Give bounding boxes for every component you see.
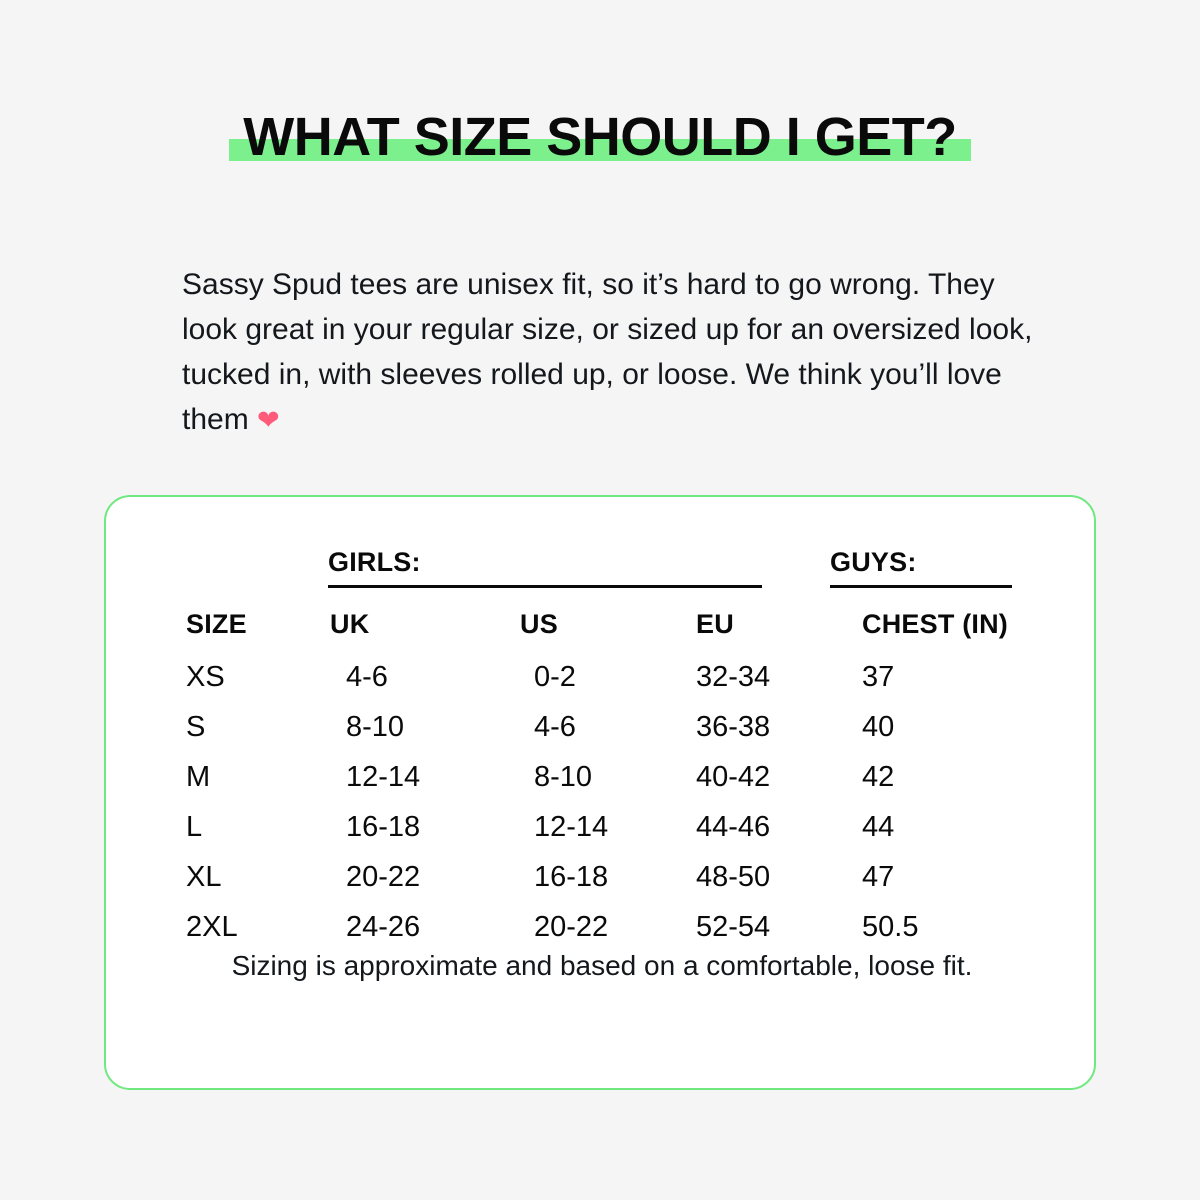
cell-us: 20-22 bbox=[534, 911, 609, 943]
column-header-chest: CHEST (IN) bbox=[862, 609, 1008, 639]
cell-chest: 47 bbox=[862, 861, 895, 893]
cell-eu: 48-50 bbox=[696, 861, 771, 893]
cell-chest: 40 bbox=[862, 711, 895, 743]
size-chart-card bbox=[104, 495, 1096, 1090]
group-rule-girls bbox=[328, 585, 762, 588]
cell-uk: 12-14 bbox=[346, 761, 421, 793]
cell-eu: 32-34 bbox=[696, 661, 771, 693]
column-header-eu: EU bbox=[696, 609, 734, 639]
cell-size: 2XL bbox=[186, 911, 238, 943]
table-row bbox=[186, 802, 1062, 852]
cell-us: 12-14 bbox=[534, 811, 609, 843]
group-label-guys: GUYS: bbox=[830, 547, 917, 577]
cell-chest: 37 bbox=[862, 661, 895, 693]
page-title bbox=[0, 108, 1200, 167]
intro-paragraph bbox=[182, 262, 1042, 443]
page-title-inner bbox=[229, 108, 970, 167]
cell-uk: 4-6 bbox=[346, 661, 388, 693]
cell-chest: 50.5 bbox=[862, 911, 919, 943]
cell-size: M bbox=[186, 761, 211, 793]
heart-icon: ❤ bbox=[257, 405, 280, 435]
intro-text: Sassy Spud tees are unisex fit, so it’s hard to go wrong. They look great in your regular size, or sized up for an oversized look, tucked in, with sleeves rolled up, or loose. We think you’ll love them bbox=[182, 268, 1033, 436]
column-header-size: SIZE bbox=[186, 609, 247, 639]
cell-size: XL bbox=[186, 861, 222, 893]
cell-uk: 8-10 bbox=[346, 711, 405, 743]
size-table bbox=[186, 609, 1062, 952]
sizing-note: Sizing is approximate and based on a comfortable, loose fit. bbox=[231, 950, 973, 981]
table-row bbox=[186, 852, 1062, 902]
cell-eu: 44-46 bbox=[696, 811, 771, 843]
cell-chest: 44 bbox=[862, 811, 895, 843]
cell-uk: 20-22 bbox=[346, 861, 421, 893]
table-row bbox=[186, 702, 1062, 752]
table-header-row bbox=[186, 609, 1062, 652]
column-header-us: US bbox=[520, 609, 558, 639]
group-label-girls: GIRLS: bbox=[328, 547, 421, 577]
cell-uk: 24-26 bbox=[346, 911, 421, 943]
cell-size: L bbox=[186, 811, 203, 843]
cell-uk: 16-18 bbox=[346, 811, 421, 843]
cell-us: 16-18 bbox=[534, 861, 609, 893]
table-row bbox=[186, 752, 1062, 802]
cell-size: XS bbox=[186, 661, 225, 693]
group-header-row bbox=[106, 547, 1094, 593]
cell-eu: 40-42 bbox=[696, 761, 771, 793]
cell-us: 8-10 bbox=[534, 761, 593, 793]
cell-eu: 52-54 bbox=[696, 911, 771, 943]
cell-size: S bbox=[186, 711, 206, 743]
table-row bbox=[186, 652, 1062, 702]
cell-eu: 36-38 bbox=[696, 711, 771, 743]
cell-us: 4-6 bbox=[534, 711, 576, 743]
page-title-text: WHAT SIZE SHOULD I GET? bbox=[243, 107, 957, 167]
group-rule-guys bbox=[830, 585, 1012, 588]
column-header-uk: UK bbox=[330, 609, 370, 639]
cell-us: 0-2 bbox=[534, 661, 576, 693]
cell-chest: 42 bbox=[862, 761, 895, 793]
